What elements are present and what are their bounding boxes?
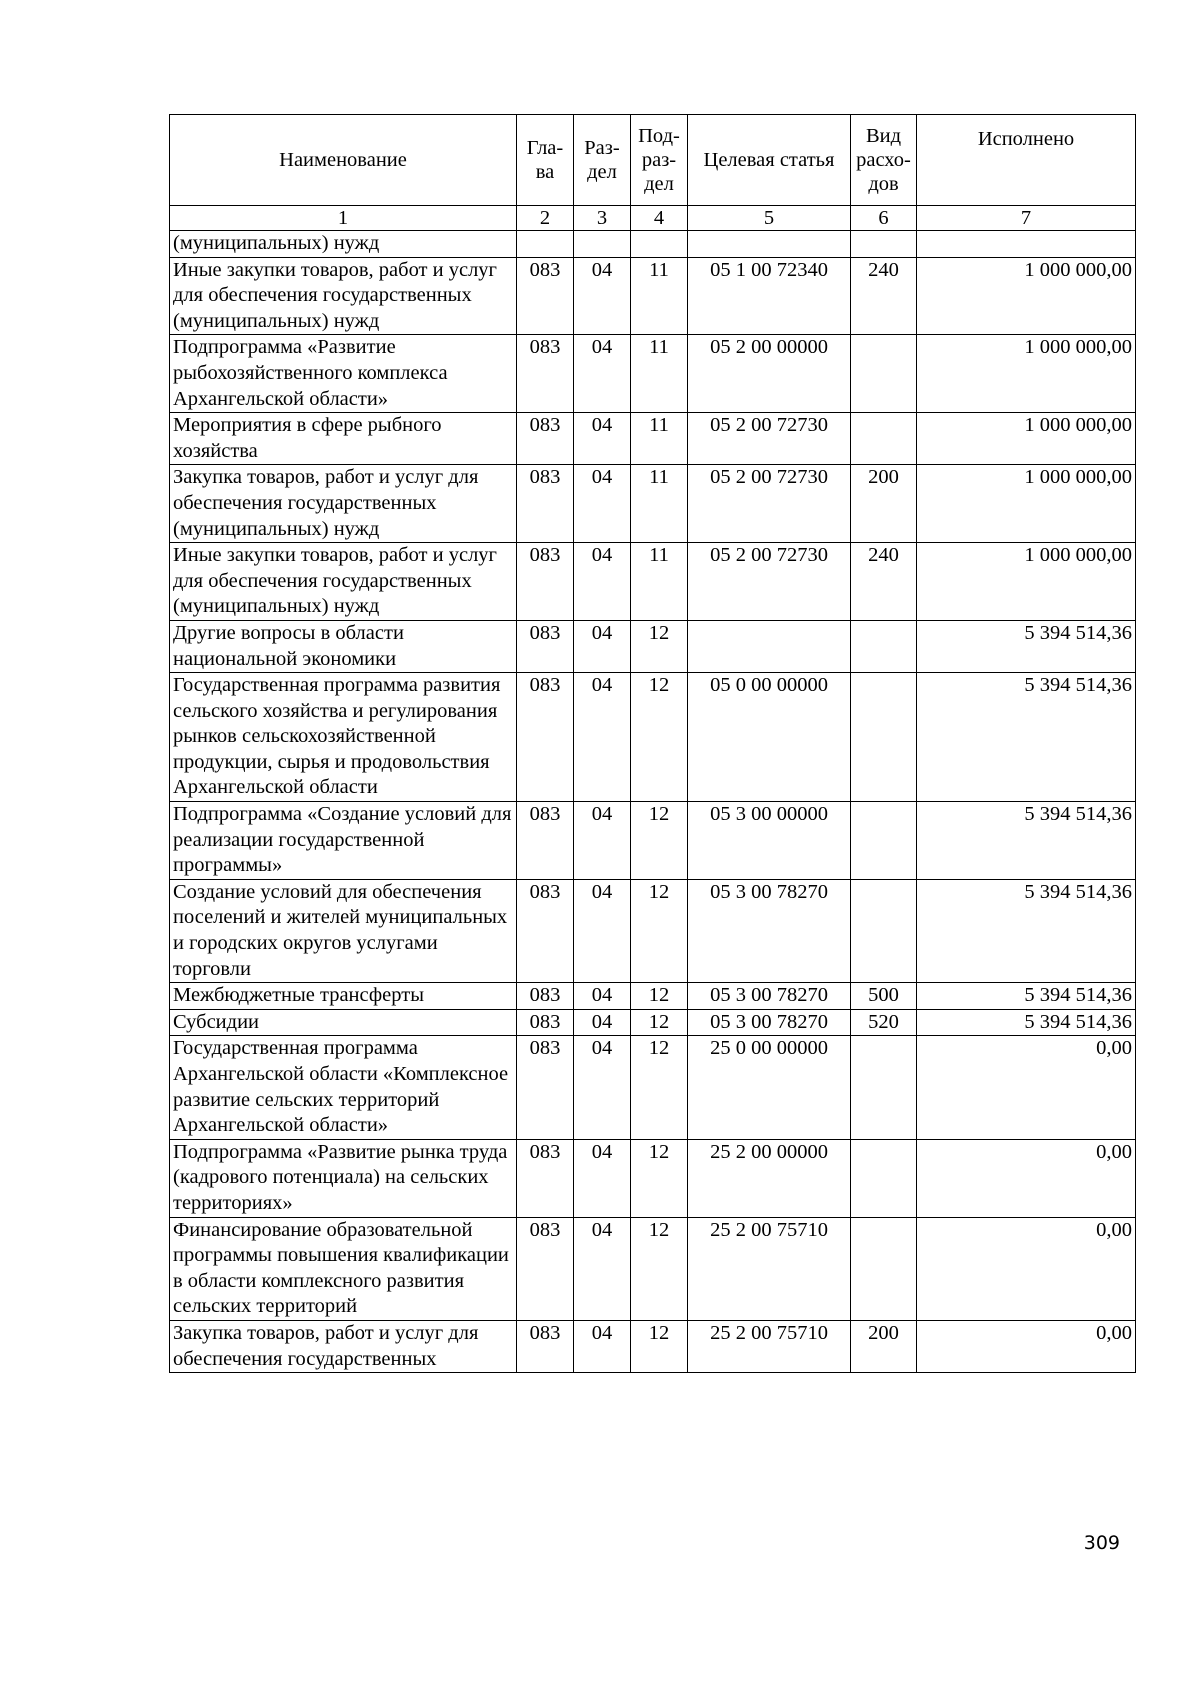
table-row xyxy=(170,413,1136,465)
cell-executed: 5 394 514,36 xyxy=(917,879,1136,982)
cell-expense-type xyxy=(851,1217,917,1320)
cell-chapter: 083 xyxy=(517,413,574,465)
column-number: 4 xyxy=(631,206,688,231)
cell-subsection: 11 xyxy=(631,465,688,543)
cell-name: Иные закупки товаров, работ и услуг для обеспечения государственных (муниципальных) нужд xyxy=(170,543,517,621)
cell-section: 04 xyxy=(574,1139,631,1217)
cell-target-article: 25 0 00 00000 xyxy=(688,1036,851,1139)
cell-subsection: 11 xyxy=(631,543,688,621)
header-name: Наименование xyxy=(170,115,517,206)
cell-chapter: 083 xyxy=(517,1217,574,1320)
cell-subsection xyxy=(631,231,688,258)
table-row xyxy=(170,983,1136,1010)
cell-expense-type xyxy=(851,1139,917,1217)
cell-name: Субсидии xyxy=(170,1009,517,1036)
cell-name: Финансирование образовательной программы повышения квалификации в области комплексного развития сельских территорий xyxy=(170,1217,517,1320)
cell-chapter: 083 xyxy=(517,673,574,802)
column-number: 7 xyxy=(917,206,1136,231)
cell-subsection: 11 xyxy=(631,335,688,413)
column-number: 6 xyxy=(851,206,917,231)
cell-executed: 0,00 xyxy=(917,1139,1136,1217)
cell-name: Иные закупки товаров, работ и услуг для обеспечения государственных (муниципальных) нужд xyxy=(170,257,517,335)
cell-executed xyxy=(917,231,1136,258)
cell-target-article: 05 2 00 72730 xyxy=(688,465,851,543)
cell-subsection: 12 xyxy=(631,1320,688,1372)
cell-subsection: 12 xyxy=(631,1217,688,1320)
cell-chapter: 083 xyxy=(517,335,574,413)
table-row xyxy=(170,1036,1136,1139)
table-row xyxy=(170,620,1136,672)
table-row xyxy=(170,465,1136,543)
table-row xyxy=(170,1320,1136,1372)
header-chapter: Гла- ва xyxy=(517,115,574,206)
cell-target-article xyxy=(688,620,851,672)
cell-target-article: 05 3 00 78270 xyxy=(688,879,851,982)
cell-target-article: 05 2 00 72730 xyxy=(688,413,851,465)
cell-name: Закупка товаров, работ и услуг для обеспечения государственных (муниципальных) нужд xyxy=(170,465,517,543)
budget-table xyxy=(169,114,1136,1373)
cell-section: 04 xyxy=(574,257,631,335)
header-row xyxy=(170,115,1136,206)
cell-target-article: 25 2 00 00000 xyxy=(688,1139,851,1217)
cell-chapter: 083 xyxy=(517,257,574,335)
table-row xyxy=(170,1217,1136,1320)
cell-subsection: 12 xyxy=(631,673,688,802)
cell-expense-type xyxy=(851,802,917,880)
cell-section: 04 xyxy=(574,673,631,802)
header-target-article: Целевая статья xyxy=(688,115,851,206)
cell-target-article: 05 0 00 00000 xyxy=(688,673,851,802)
cell-target-article: 05 3 00 78270 xyxy=(688,983,851,1010)
cell-expense-type: 500 xyxy=(851,983,917,1010)
cell-subsection: 12 xyxy=(631,1009,688,1036)
column-number: 3 xyxy=(574,206,631,231)
table-row xyxy=(170,673,1136,802)
table-row xyxy=(170,802,1136,880)
cell-name: Государственная программа Архангельской области «Комплексное развитие сельских территорий Архангельской области» xyxy=(170,1036,517,1139)
cell-name: Государственная программа развития сельского хозяйства и регулирования рынков сельскохозяйственной продукции, сырья и продовольствия Архангельской области xyxy=(170,673,517,802)
header-subsection: Под- раз- дел xyxy=(631,115,688,206)
cell-chapter: 083 xyxy=(517,1139,574,1217)
cell-section: 04 xyxy=(574,1320,631,1372)
cell-subsection: 12 xyxy=(631,802,688,880)
cell-target-article: 05 3 00 00000 xyxy=(688,802,851,880)
cell-name: Подпрограмма «Развитие рынка труда (кадрового потенциала) на сельских территориях» xyxy=(170,1139,517,1217)
cell-chapter: 083 xyxy=(517,465,574,543)
cell-section: 04 xyxy=(574,620,631,672)
cell-section: 04 xyxy=(574,413,631,465)
cell-expense-type xyxy=(851,673,917,802)
cell-expense-type xyxy=(851,620,917,672)
cell-target-article xyxy=(688,231,851,258)
column-number: 2 xyxy=(517,206,574,231)
table-row xyxy=(170,879,1136,982)
table-body xyxy=(170,231,1136,1373)
cell-executed: 1 000 000,00 xyxy=(917,257,1136,335)
cell-chapter: 083 xyxy=(517,620,574,672)
cell-subsection: 12 xyxy=(631,620,688,672)
cell-expense-type: 200 xyxy=(851,465,917,543)
cell-name: Подпрограмма «Создание условий для реализации государственной программы» xyxy=(170,802,517,880)
cell-expense-type xyxy=(851,231,917,258)
cell-target-article: 25 2 00 75710 xyxy=(688,1320,851,1372)
cell-chapter: 083 xyxy=(517,802,574,880)
cell-executed: 5 394 514,36 xyxy=(917,620,1136,672)
cell-expense-type xyxy=(851,1036,917,1139)
column-number-row xyxy=(170,206,1136,231)
page-number: 309 xyxy=(1083,1532,1120,1554)
cell-subsection: 12 xyxy=(631,1036,688,1139)
cell-executed: 1 000 000,00 xyxy=(917,465,1136,543)
table-row xyxy=(170,1139,1136,1217)
cell-chapter: 083 xyxy=(517,1320,574,1372)
cell-section: 04 xyxy=(574,802,631,880)
cell-chapter: 083 xyxy=(517,1009,574,1036)
cell-expense-type xyxy=(851,879,917,982)
cell-chapter xyxy=(517,231,574,258)
cell-subsection: 12 xyxy=(631,1139,688,1217)
cell-expense-type xyxy=(851,335,917,413)
cell-subsection: 12 xyxy=(631,983,688,1010)
cell-name: Подпрограмма «Развитие рыбохозяйственного комплекса Архангельской области» xyxy=(170,335,517,413)
cell-executed: 5 394 514,36 xyxy=(917,673,1136,802)
cell-executed: 1 000 000,00 xyxy=(917,543,1136,621)
cell-chapter: 083 xyxy=(517,1036,574,1139)
cell-target-article: 05 3 00 78270 xyxy=(688,1009,851,1036)
cell-target-article: 05 2 00 72730 xyxy=(688,543,851,621)
cell-name: Создание условий для обеспечения поселений и жителей муниципальных и городских округов услугами торговли xyxy=(170,879,517,982)
table-row xyxy=(170,257,1136,335)
cell-expense-type: 520 xyxy=(851,1009,917,1036)
cell-chapter: 083 xyxy=(517,983,574,1010)
cell-subsection: 12 xyxy=(631,879,688,982)
cell-expense-type xyxy=(851,413,917,465)
column-number: 1 xyxy=(170,206,517,231)
cell-name: Другие вопросы в области национальной экономики xyxy=(170,620,517,672)
cell-section: 04 xyxy=(574,983,631,1010)
column-number: 5 xyxy=(688,206,851,231)
table-row xyxy=(170,1009,1136,1036)
header-executed: Исполнено xyxy=(917,115,1136,206)
cell-target-article: 05 2 00 00000 xyxy=(688,335,851,413)
cell-expense-type: 240 xyxy=(851,543,917,621)
header-expense-type: Вид расхо- дов xyxy=(851,115,917,206)
cell-section: 04 xyxy=(574,879,631,982)
cell-subsection: 11 xyxy=(631,257,688,335)
cell-executed: 5 394 514,36 xyxy=(917,1009,1136,1036)
cell-executed: 1 000 000,00 xyxy=(917,335,1136,413)
header-section: Раз- дел xyxy=(574,115,631,206)
cell-target-article: 05 1 00 72340 xyxy=(688,257,851,335)
cell-executed: 5 394 514,36 xyxy=(917,983,1136,1010)
cell-section: 04 xyxy=(574,465,631,543)
cell-section: 04 xyxy=(574,335,631,413)
cell-expense-type: 200 xyxy=(851,1320,917,1372)
cell-name: Межбюджетные трансферты xyxy=(170,983,517,1010)
cell-executed: 0,00 xyxy=(917,1320,1136,1372)
cell-chapter: 083 xyxy=(517,543,574,621)
cell-name: (муниципальных) нужд xyxy=(170,231,517,258)
table-row xyxy=(170,335,1136,413)
cell-executed: 0,00 xyxy=(917,1217,1136,1320)
cell-section: 04 xyxy=(574,1036,631,1139)
cell-subsection: 11 xyxy=(631,413,688,465)
cell-expense-type: 240 xyxy=(851,257,917,335)
cell-chapter: 083 xyxy=(517,879,574,982)
table-row xyxy=(170,543,1136,621)
cell-section: 04 xyxy=(574,543,631,621)
cell-executed: 0,00 xyxy=(917,1036,1136,1139)
cell-target-article: 25 2 00 75710 xyxy=(688,1217,851,1320)
cell-section xyxy=(574,231,631,258)
cell-section: 04 xyxy=(574,1217,631,1320)
table-row xyxy=(170,231,1136,258)
cell-name: Закупка товаров, работ и услуг для обеспечения государственных xyxy=(170,1320,517,1372)
cell-name: Мероприятия в сфере рыбного хозяйства xyxy=(170,413,517,465)
cell-section: 04 xyxy=(574,1009,631,1036)
cell-executed: 5 394 514,36 xyxy=(917,802,1136,880)
cell-executed: 1 000 000,00 xyxy=(917,413,1136,465)
